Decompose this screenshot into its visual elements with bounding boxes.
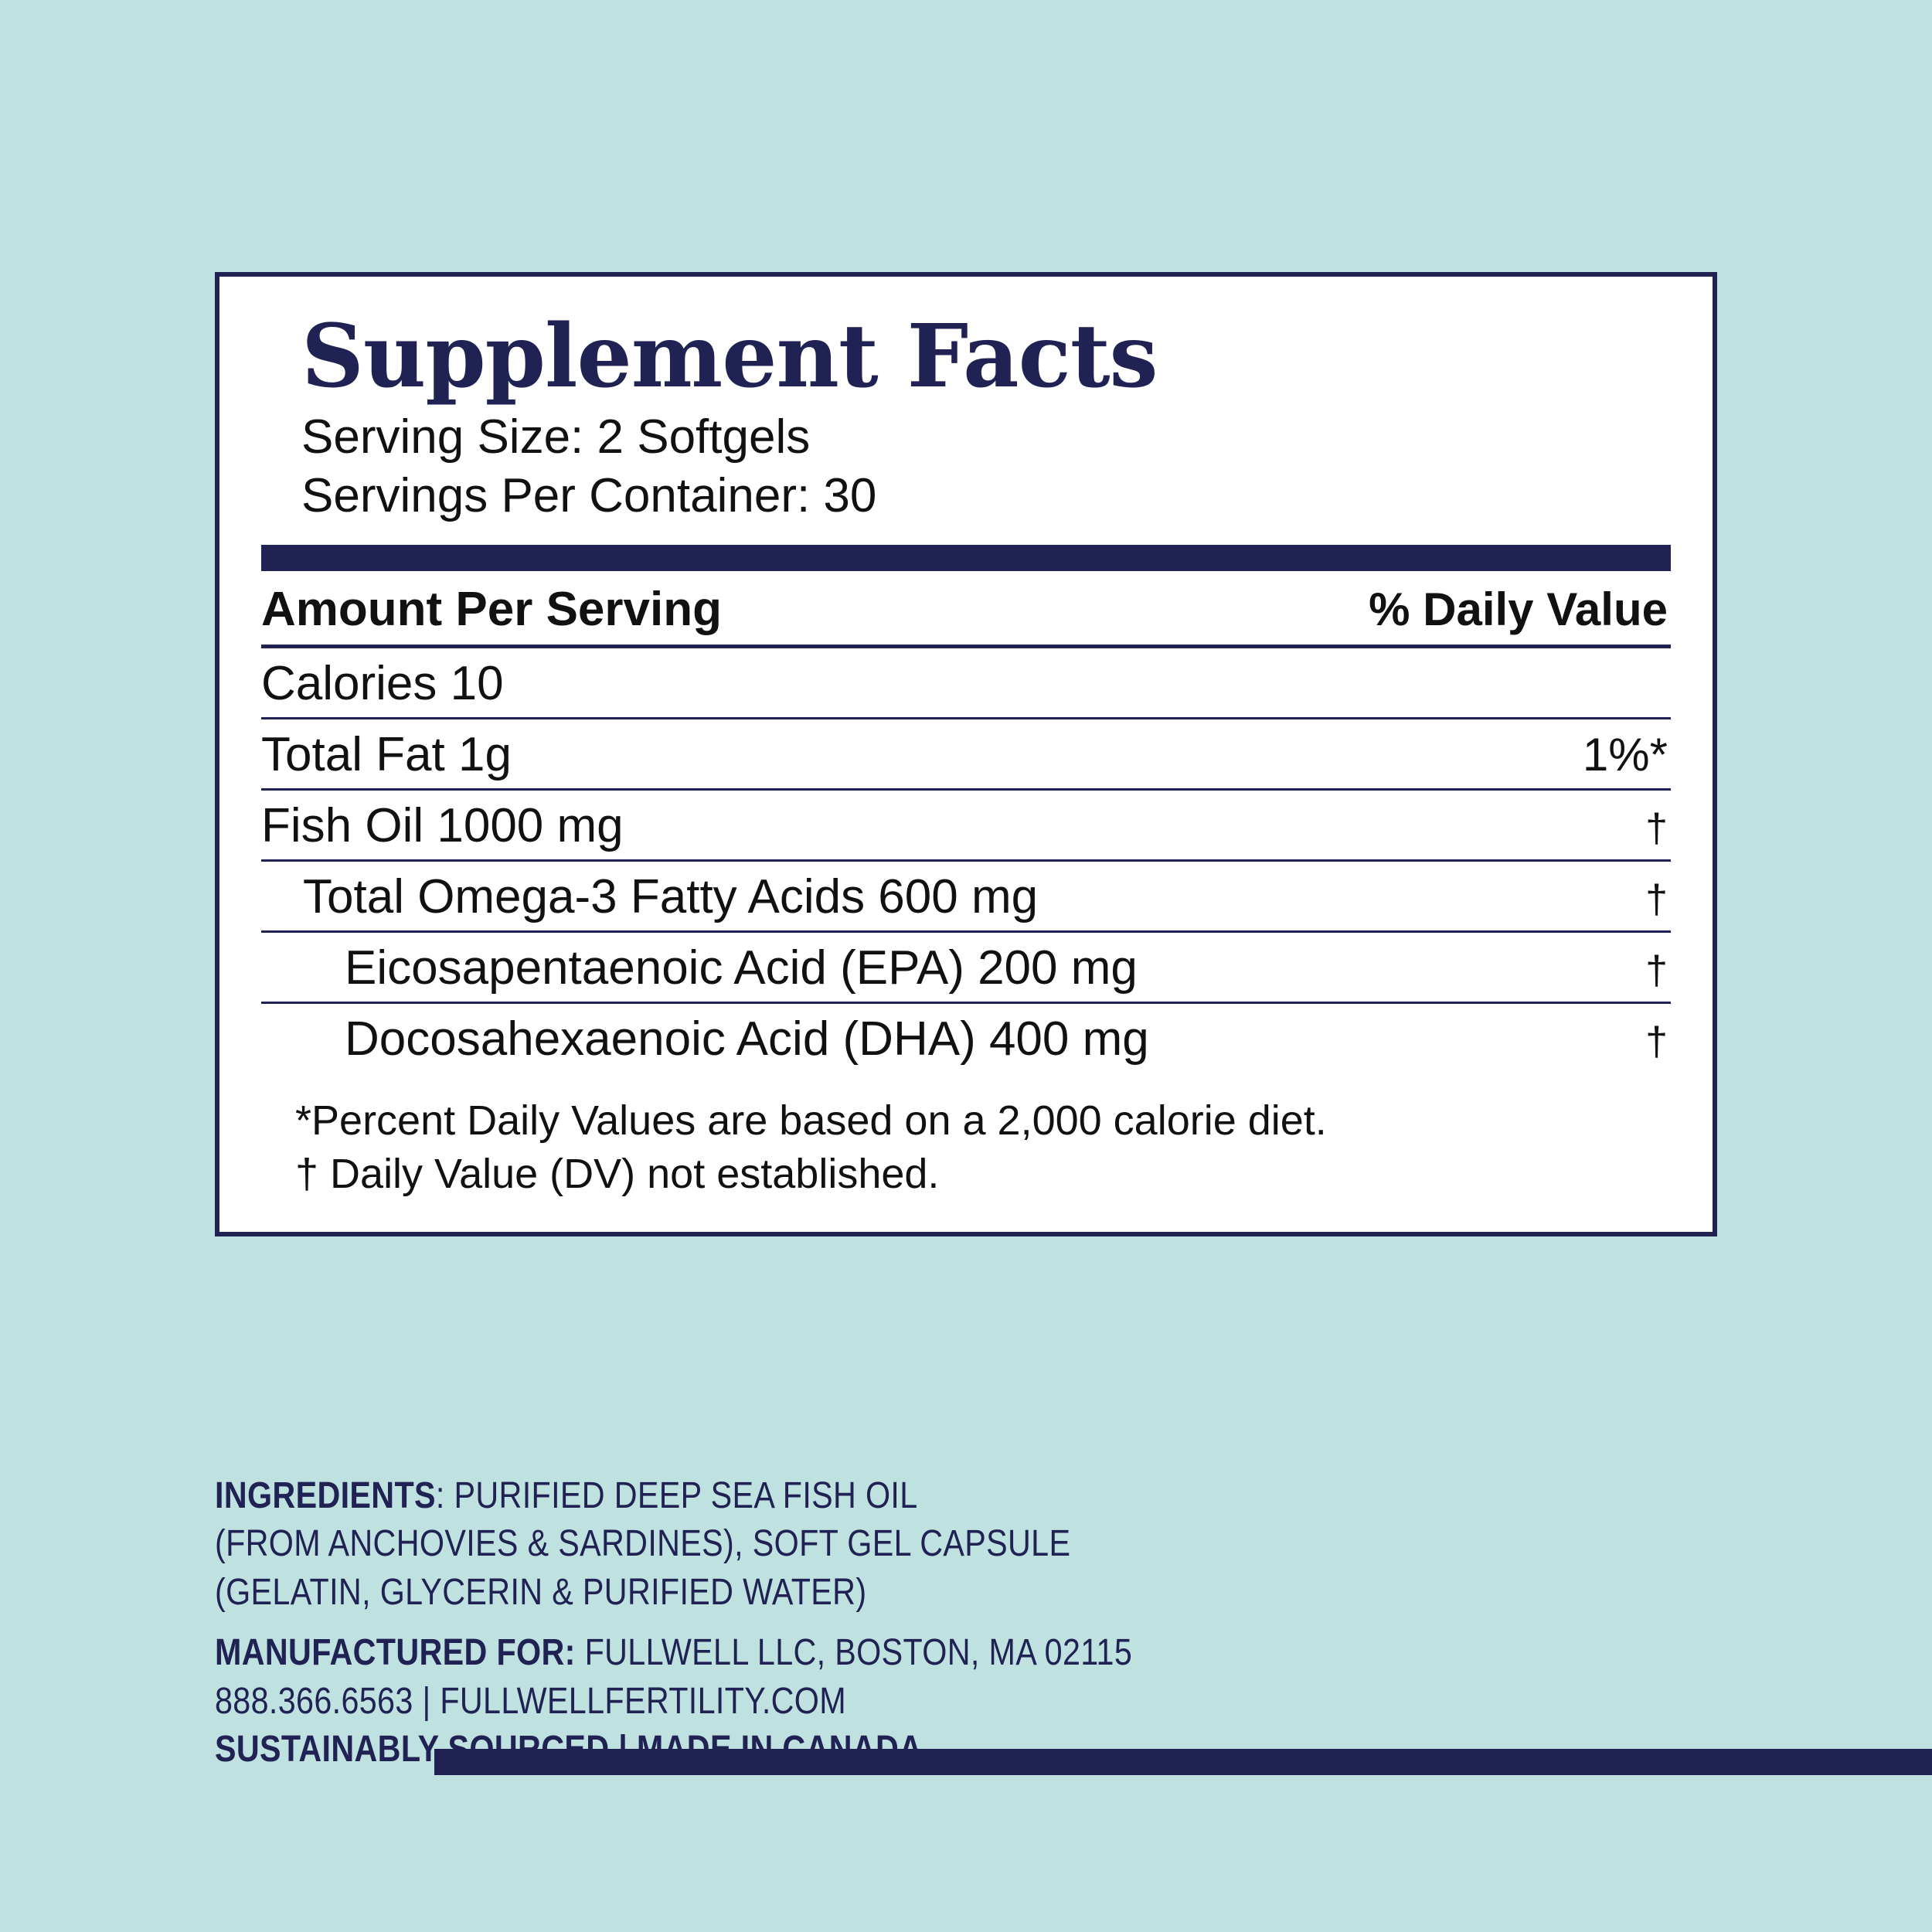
table-header-row: [261, 571, 1671, 648]
table-row: [261, 1004, 1671, 1073]
nutrient-dv: †: [1645, 1019, 1668, 1065]
nutrient-name: Total Fat 1g: [261, 728, 512, 782]
page-title: Supplement Facts: [301, 306, 1158, 407]
nutrient-name: Fish Oil 1000 mg: [261, 799, 624, 853]
nutrient-dv: †: [1645, 877, 1668, 923]
manufactured-for-line: [215, 1629, 1544, 1677]
nutrient-dv: †: [1645, 806, 1668, 852]
ingredients-label: INGREDIENTS: [215, 1475, 436, 1516]
contact-line: 888.366.6563 | FULLWELLFERTILITY.COM: [215, 1680, 846, 1722]
nutrient-dv: †: [1645, 948, 1668, 994]
footnote-dv-not-established: † Daily Value (DV) not established.: [295, 1151, 940, 1198]
ingredients-line-1: [215, 1472, 1544, 1520]
ingredients-line-2: (FROM ANCHOVIES & SARDINES), SOFT GEL CAPSULE: [215, 1523, 1071, 1565]
nutrient-name: Docosahexaenoic Acid (DHA) 400 mg: [345, 1012, 1149, 1066]
manufactured-for-value: FULLWELL LLC, BOSTON, MA 02115: [575, 1632, 1133, 1674]
amount-per-serving-header: Amount Per Serving: [261, 583, 722, 637]
supplement-facts-panel: [215, 272, 1717, 1236]
manufactured-for-label: MANUFACTURED FOR:: [215, 1632, 576, 1674]
footnote-daily-value-basis: *Percent Daily Values are based on a 2,000 calorie diet.: [295, 1097, 1327, 1145]
table-row: [261, 791, 1671, 862]
ingredients-line-3: (GELATIN, GLYCERIN & PURIFIED WATER): [215, 1571, 867, 1613]
footnotes: [295, 1094, 1671, 1201]
table-row: [261, 933, 1671, 1004]
divider-thick-top: [261, 545, 1671, 571]
tagline: SUSTAINABLY SOURCED | MADE IN CANADA: [215, 1728, 923, 1770]
table-row: [261, 719, 1671, 791]
nutrient-dv: 1%*: [1582, 729, 1668, 781]
nutrient-name: Calories 10: [261, 657, 504, 711]
ingredients-value-1: : PURIFIED DEEP SEA FISH OIL: [435, 1475, 918, 1516]
servings-per-container-text: Servings Per Container: 30: [301, 468, 877, 522]
table-row: [261, 862, 1671, 933]
nutrient-name: Eicosapentaenoic Acid (EPA) 200 mg: [345, 941, 1138, 995]
nutrient-name: Total Omega-3 Fatty Acids 600 mg: [303, 870, 1039, 924]
serving-size-text: Serving Size: 2 Softgels: [301, 410, 811, 464]
label-footer-text: [215, 1472, 1760, 1774]
daily-value-header: % Daily Value: [1369, 583, 1668, 636]
table-row: [261, 648, 1671, 719]
